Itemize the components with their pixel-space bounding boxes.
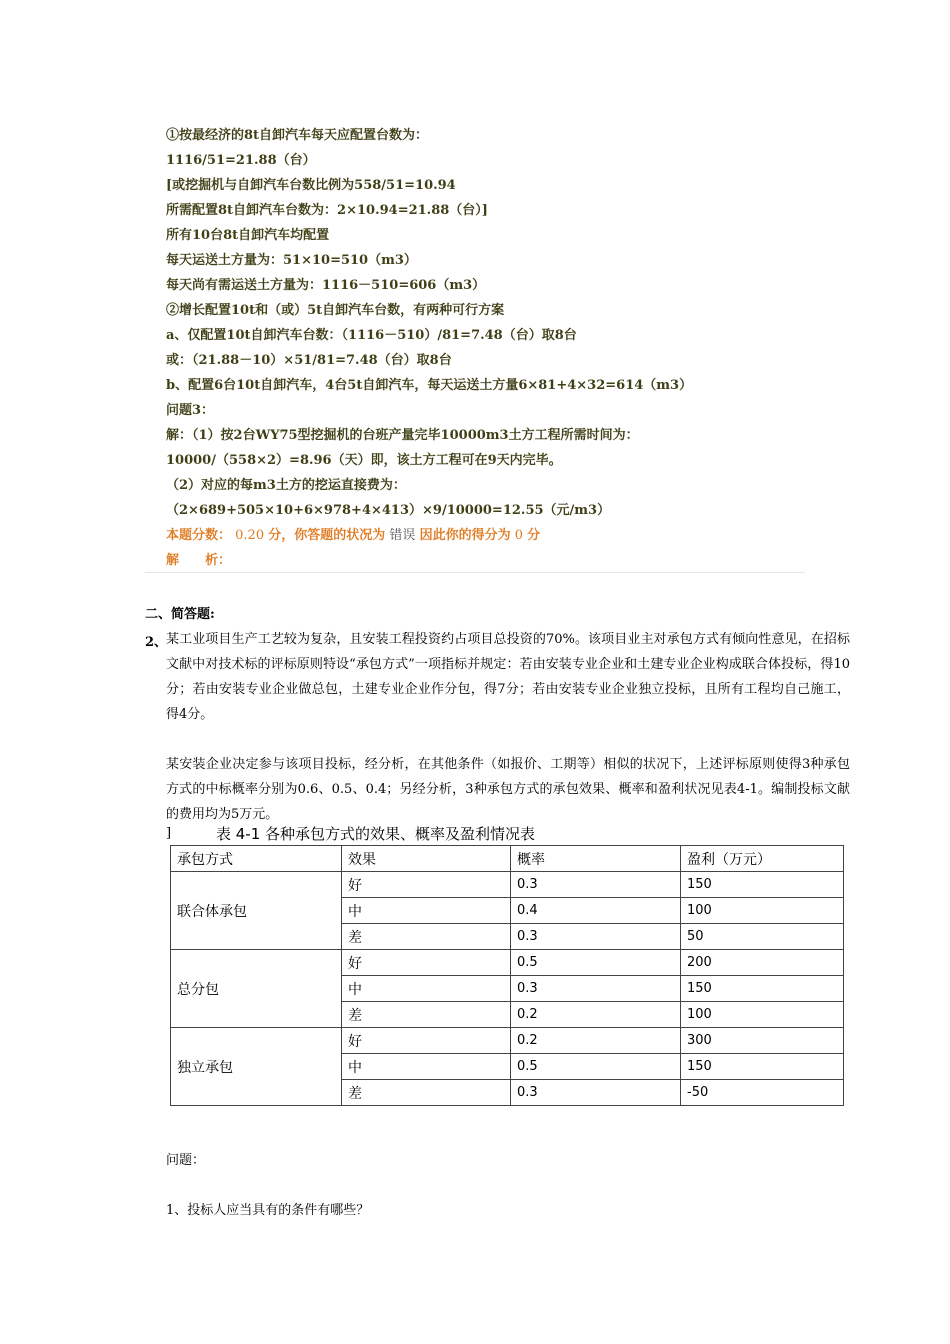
answer-status: 错误	[389, 528, 416, 543]
analysis-label: 解 析：	[166, 553, 232, 568]
probability-cell: 0.3	[511, 1080, 681, 1106]
effect-cell: 差	[342, 924, 511, 950]
profit-cell: 200	[681, 950, 844, 976]
profit-cell: 100	[681, 898, 844, 924]
solution-line: 每天运送土方量为：51×10=510（m3）	[166, 253, 417, 268]
sub-question: 1、投标人应当具有的条件有哪些？	[166, 1203, 370, 1218]
effect-cell: 好	[342, 1028, 511, 1054]
question-paragraph: 某工业项目生产工艺较为复杂，且安装工程投资约占项目总投资的70%。该项目业主对承包方式有倾向性意见，在招标文献中对技术标的评标原则特设“承包方式”一项指标并规定：若由安装专业企业和土建专业企业构成联合体投标，得10分；若由安装专业企业做总包，土建专业企业作分包，得7分；若由安装专业企业独立投标，且所有工程均自己施工，得4分。	[166, 632, 850, 722]
profit-cell: 150	[681, 872, 844, 898]
solution-line: [或挖掘机与自卸汽车台数比例为558/51=10.94	[166, 178, 456, 193]
effect-cell: 中	[342, 898, 511, 924]
solution-line: ①按最经济的8t自卸汽车每天应配置台数为：	[166, 128, 429, 143]
table-row	[171, 950, 844, 976]
result-label: 因此你的得分为	[419, 528, 511, 543]
profit-cell: 100	[681, 1002, 844, 1028]
table-row	[171, 1028, 844, 1054]
profit-cell: -50	[681, 1080, 844, 1106]
solution-line: 所有10台8t自卸汽车均配置	[166, 228, 330, 243]
profit-cell: 150	[681, 1054, 844, 1080]
method-cell: 独立承包	[171, 1028, 342, 1106]
probability-cell: 0.2	[511, 1002, 681, 1028]
solution-line: 每天尚有需运送土方量为：1116－510=606（m3）	[166, 278, 486, 293]
profit-cell: 50	[681, 924, 844, 950]
solution-line: b、配置6台10t自卸汽车，4台5t自卸汽车，每天运送土方量6×81+4×32=614（m3）	[166, 378, 693, 393]
table-row	[171, 872, 844, 898]
solution-line: （2×689+505×10+6×978+4×413）×9/10000=12.55（元/m3）	[166, 503, 611, 518]
score-line	[166, 527, 540, 545]
profit-cell: 300	[681, 1028, 844, 1054]
probability-cell: 0.5	[511, 950, 681, 976]
question-number: 2、	[145, 635, 168, 650]
solution-line: 解：（1）按2台WY75型挖掘机的台班产量完毕10000m3土方工程所需时间为：	[166, 428, 639, 443]
table-marker: ]	[166, 826, 172, 841]
effect-cell: 中	[342, 1054, 511, 1080]
question-paragraph: 某安装企业决定参与该项目投标，经分析，在其他条件（如报价、工期等）相似的状况下，上述评标原则使得3种承包方式的中标概率分别为0.6、0.5、0.4；另经分析，3种承包方式的承包效果、概率和盈利状况见表4-1。编制投标文献的费用均为5万元。	[166, 757, 850, 822]
effect-cell: 差	[342, 1002, 511, 1028]
table-header-row	[171, 846, 844, 872]
probability-cell: 0.2	[511, 1028, 681, 1054]
solution-line: 1116/51=21.88（台）	[166, 153, 316, 168]
score-mid: 分，你答题的状况为	[268, 528, 386, 543]
results-table	[170, 845, 844, 1106]
solution-line: a、仅配置10t自卸汽车台数：（1116－510）/81=7.48（台）取8台	[166, 328, 577, 343]
table-caption: 表 4-1 各种承包方式的效果、概率及盈利情况表	[216, 825, 536, 843]
header-cell: 承包方式	[171, 846, 342, 872]
probability-cell: 0.3	[511, 872, 681, 898]
solution-line: （2）对应的每m3土方的挖运直接费为：	[166, 478, 406, 493]
solution-line: 所需配置8t自卸汽车台数为：2×10.94=21.88（台）]	[166, 203, 488, 218]
solution-line: 问题3：	[166, 403, 215, 418]
probability-cell: 0.5	[511, 1054, 681, 1080]
score-value: 0.20	[235, 528, 265, 543]
effect-cell: 中	[342, 976, 511, 1002]
header-cell: 概率	[511, 846, 681, 872]
score-label: 本题分数：	[166, 528, 232, 543]
effect-cell: 好	[342, 872, 511, 898]
solution-line: 或：（21.88－10）×51/81=7.48（台）取8台	[166, 353, 452, 368]
effect-cell: 好	[342, 950, 511, 976]
method-cell: 联合体承包	[171, 872, 342, 950]
profit-cell: 150	[681, 976, 844, 1002]
probability-cell: 0.3	[511, 924, 681, 950]
solution-line: 10000/（558×2）=8.96（天）即，该土方工程可在9天内完毕。	[166, 453, 562, 468]
effect-cell: 差	[342, 1080, 511, 1106]
method-cell: 总分包	[171, 950, 342, 1028]
section-title: 二、简答题:	[145, 607, 215, 622]
probability-cell: 0.4	[511, 898, 681, 924]
result-value: 0	[514, 528, 523, 543]
probability-cell: 0.3	[511, 976, 681, 1002]
divider	[145, 572, 805, 573]
result-unit: 分	[527, 528, 541, 543]
header-cell: 效果	[342, 846, 511, 872]
solution-line: ②增长配置10t和（或）5t自卸汽车台数，有两种可行方案	[166, 303, 505, 318]
header-cell: 盈利（万元）	[681, 846, 844, 872]
questions-label: 问题：	[166, 1153, 206, 1168]
